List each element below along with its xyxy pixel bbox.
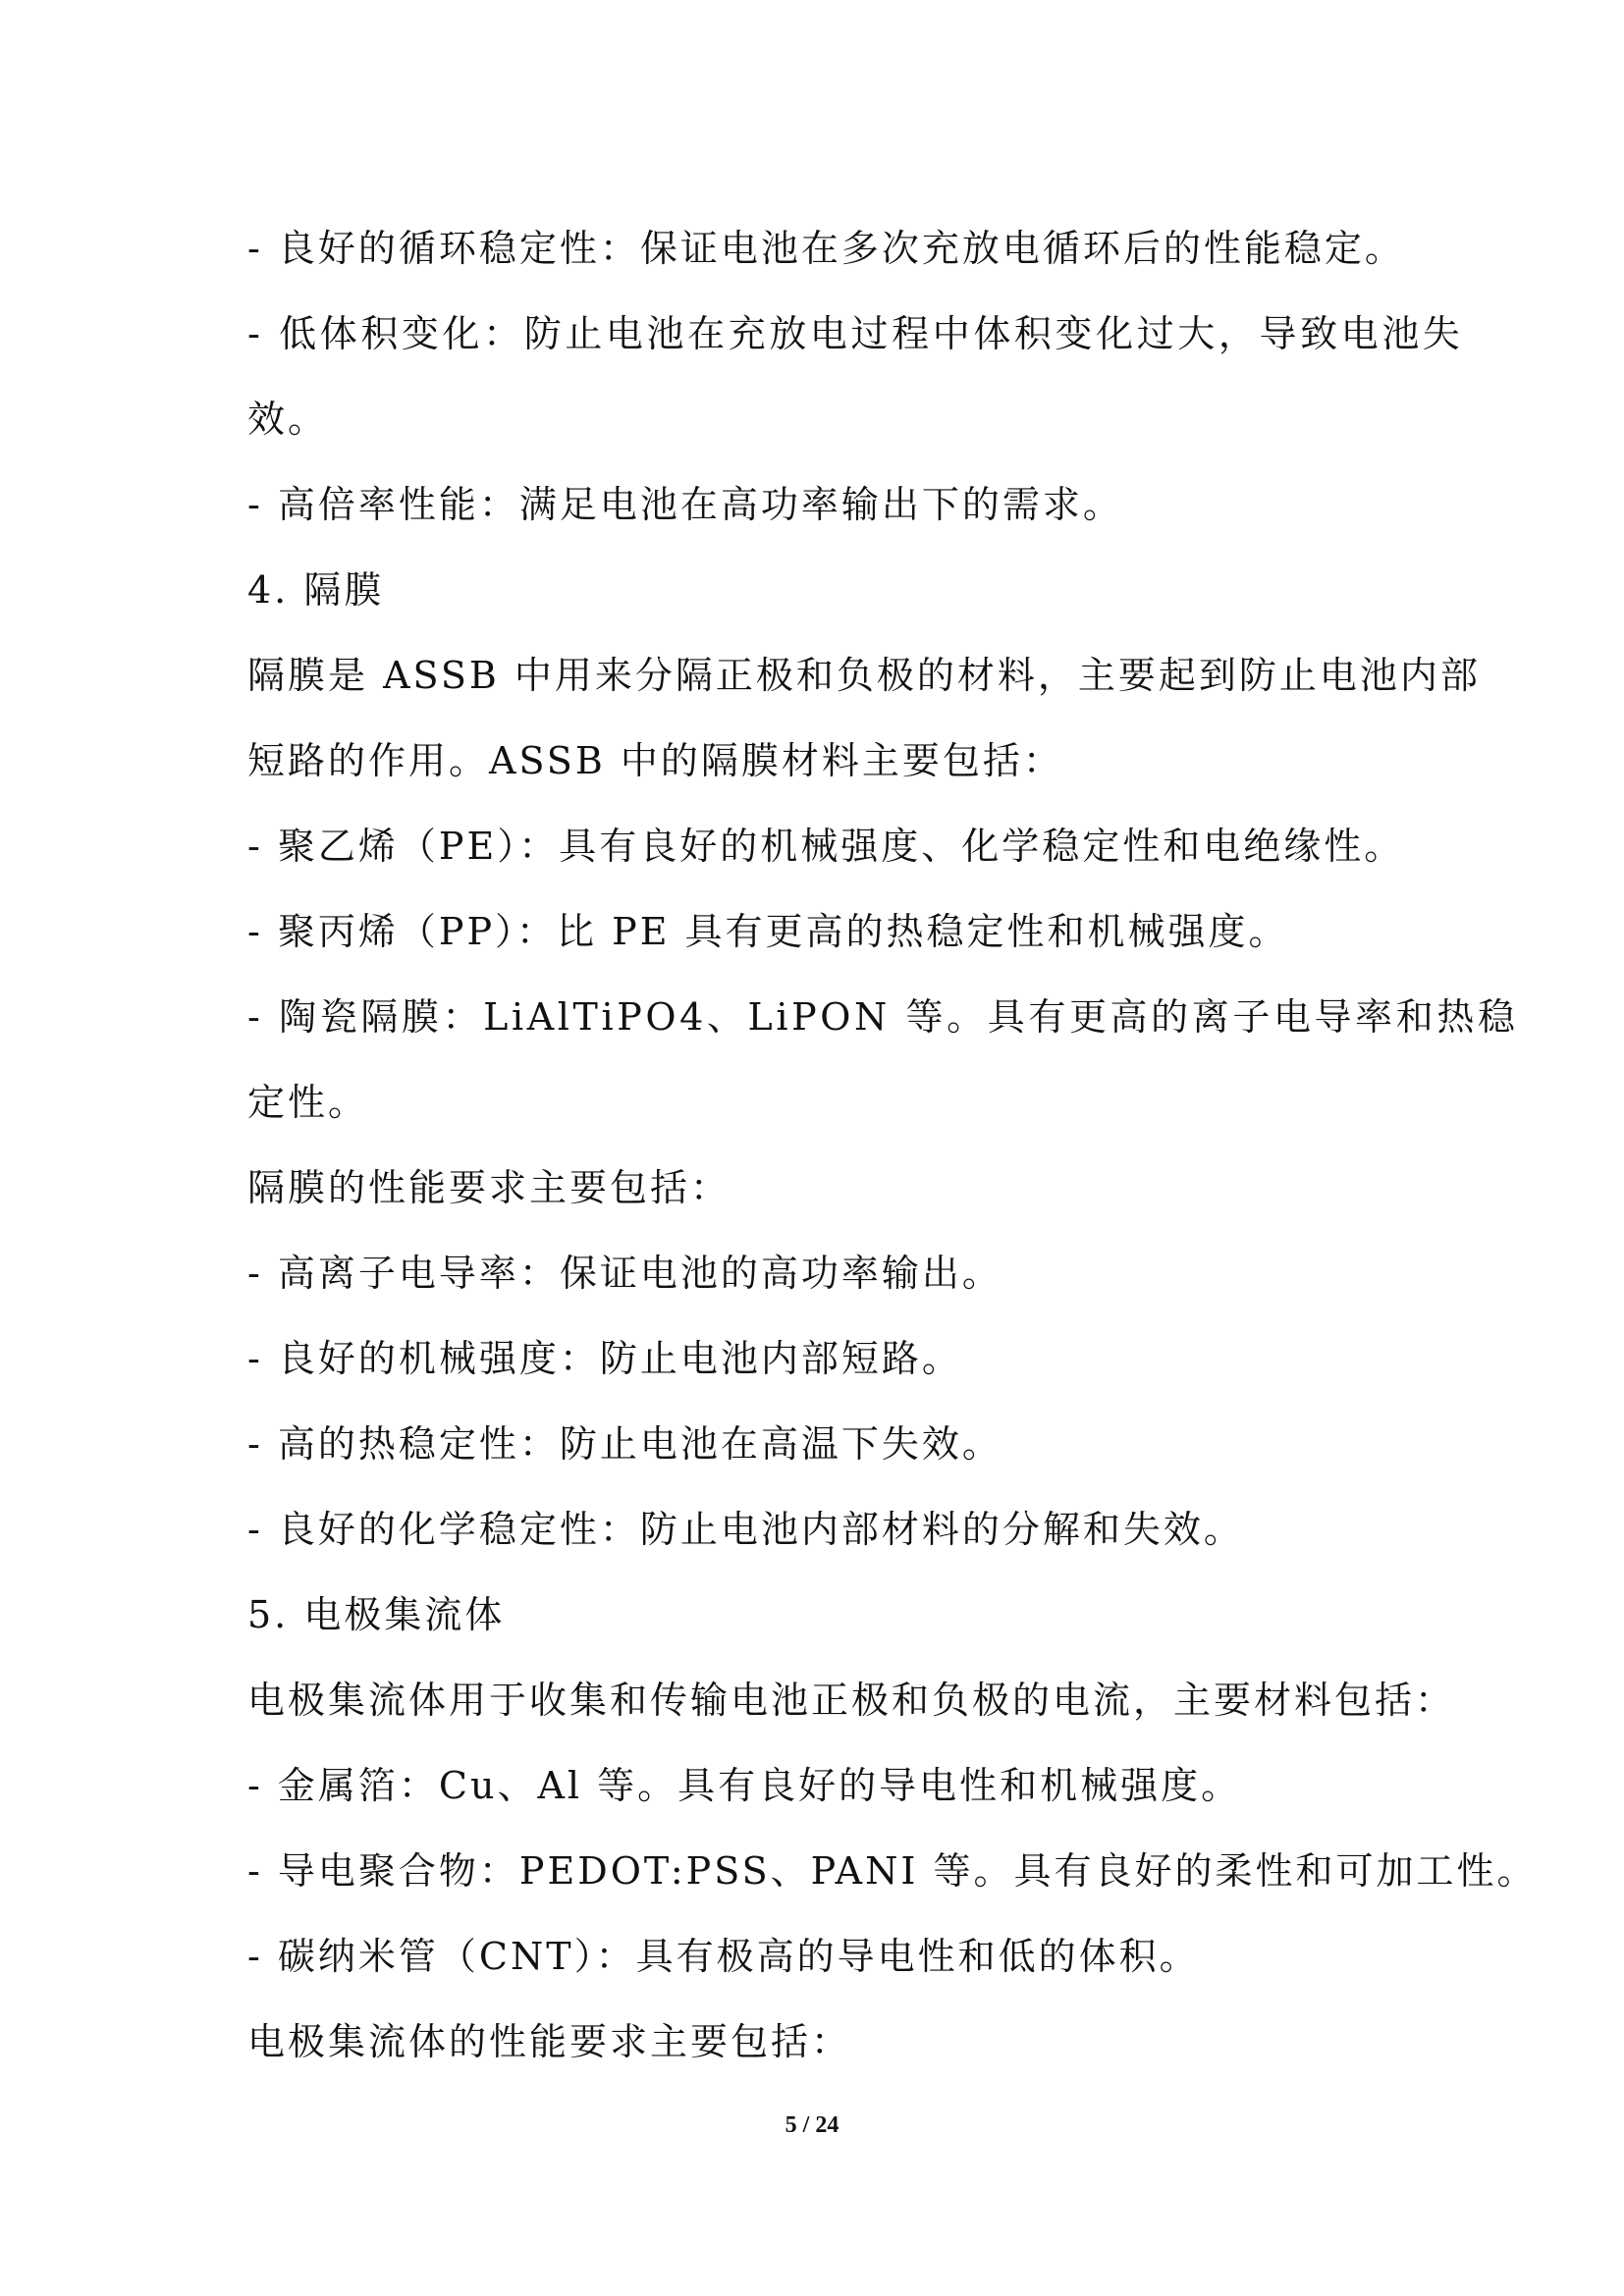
list-item: - 良好的机械强度：防止电池内部短路。 <box>247 1337 962 1380</box>
list-item: - 聚丙烯（PP）：比 PE 具有更高的热稳定性和机械强度。 <box>247 910 1289 953</box>
paragraph-line: 电极集流体用于收集和传输电池正极和负极的电流，主要材料包括： <box>247 1679 1456 1722</box>
section-heading: 4. 隔膜 <box>247 568 385 612</box>
list-item: - 金属箔：Cu、Al 等。具有良好的导电性和机械强度。 <box>247 1764 1242 1807</box>
paragraph-line: 短路的作用。ASSB 中的隔膜材料主要包括： <box>247 739 1063 782</box>
list-item-continuation: 效。 <box>247 398 329 441</box>
section-heading: 5. 电极集流体 <box>247 1593 506 1636</box>
list-item: - 低体积变化：防止电池在充放电过程中体积变化过大，导致电池失 <box>247 312 1464 355</box>
document-body <box>247 206 1538 2085</box>
list-item: - 高离子电导率：保证电池的高功率输出。 <box>247 1252 1002 1295</box>
list-item: - 良好的化学稳定性：防止电池内部材料的分解和失效。 <box>247 1508 1244 1551</box>
list-item: - 导电聚合物：PEDOT:PSS、PANI 等。具有良好的柔性和可加工性。 <box>247 1849 1538 1893</box>
list-item: - 高的热稳定性：防止电池在高温下失效。 <box>247 1422 1002 1466</box>
paragraph-line: 隔膜的性能要求主要包括： <box>247 1166 731 1209</box>
list-item: - 陶瓷隔膜：LiAlTiPO4、LiPON 等。具有更高的离子电导率和热稳 <box>247 995 1519 1039</box>
paragraph-line: 隔膜是 ASSB 中用来分隔正极和负极的材料，主要起到防止电池内部 <box>247 654 1481 697</box>
list-item: - 良好的循环稳定性：保证电池在多次充放电循环后的性能稳定。 <box>247 227 1405 270</box>
paragraph-line: 电极集流体的性能要求主要包括： <box>247 2020 852 2063</box>
list-item: - 碳纳米管（CNT）：具有极高的导电性和低的体积。 <box>247 1935 1200 1978</box>
page-number: 5 / 24 <box>785 2112 839 2138</box>
list-item: - 聚乙烯（PE）：具有良好的机械强度、化学稳定性和电绝缘性。 <box>247 825 1405 868</box>
list-item-continuation: 定性。 <box>247 1081 369 1124</box>
list-item: - 高倍率性能：满足电池在高功率输出下的需求。 <box>247 483 1123 526</box>
